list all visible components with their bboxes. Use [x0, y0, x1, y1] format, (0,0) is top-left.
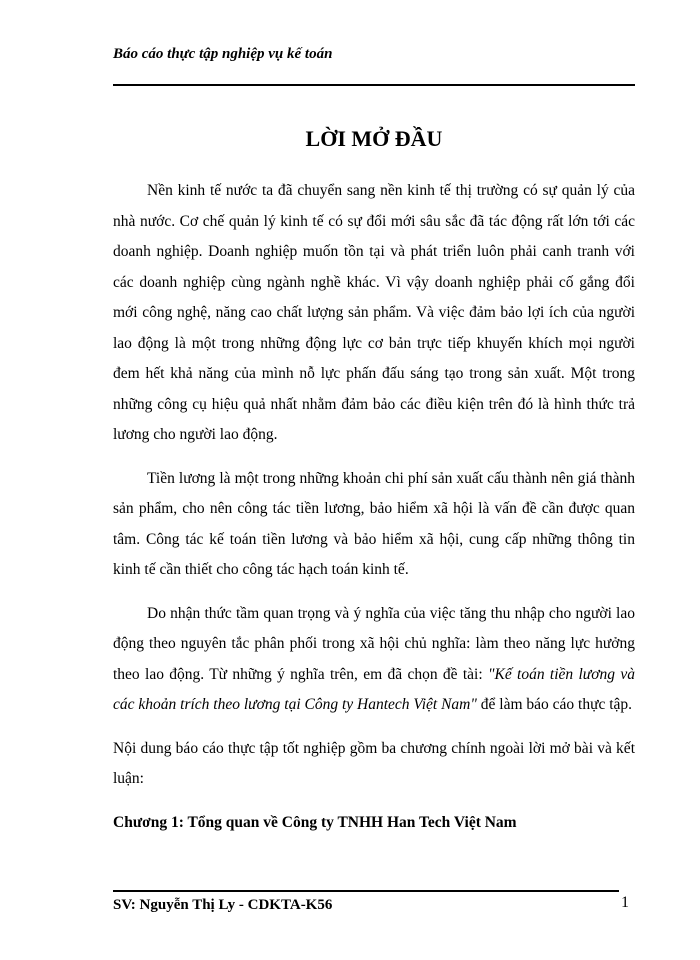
paragraph-3-tail: để làm báo cáo thực tập. [476, 696, 633, 713]
running-header: Báo cáo thực tập nghiệp vụ kế toán [113, 46, 333, 62]
document-body [113, 176, 635, 851]
page-number: 1 [621, 894, 629, 911]
paragraph-1: Nền kinh tế nước ta đã chuyển sang nền kinh tế thị trường có sự quản lý của nhà nước. Cơ chế quản lý kinh tế có sự đổi mới sâu sắc đã tác động rất lớn tới các doanh nghiệp. Doanh nghiệp muốn tồn tại và phát triển luôn phải canh tranh với các doanh nghiệp cùng ngành nghề khác. Vì vậy doanh nghiệp phải cố gắng đổi mới công nghệ, năng cao chất lượng sản phẩm. Và việc đảm bảo lợi ích của người lao động là một trong những động lực cơ bản trực tiếp khuyến khích mọi người đem hết khả năng của mình nỗ lực phấn đấu sáng tạo trong sản xuất. Một trong những công cụ hiệu quả nhất nhằm đảm bảo các điều kiện trên đó là hình thức trả lương cho người lao động. [113, 182, 635, 443]
footer-student: SV: Nguyễn Thị Ly - CDKTA-K56 [113, 897, 333, 913]
footer-rule [113, 890, 619, 892]
header-rule [113, 84, 635, 86]
paragraph-3-text: Do nhận thức tầm quan trọng và ý nghĩa của việc tăng thu nhập cho người lao động theo nguyên tắc phân phối trong xã hội chủ nghĩa: làm theo năng lực hưởng theo lao động. Từ những ý nghĩa trên, em đã chọn đề tài: [113, 604, 635, 683]
paragraph-4: Nội dung báo cáo thực tập tốt nghiệp gồm ba chương chính ngoài lời mở bài và kết luận: [113, 739, 635, 787]
thesis-topic: "Kế toán tiền lương và các khoản trích theo lương tại Công ty Hantech Việt Nam" [113, 665, 635, 713]
paragraph-3 [113, 599, 635, 721]
chapter-1-heading: Chương 1: Tổng quan về Công ty TNHH Han Tech Việt Nam [113, 813, 517, 831]
paragraph-2: Tiền lương là một trong những khoản chi phí sản xuất cấu thành nên giá thành sản phẩm, cho nên công tác tiền lương, bảo hiểm xã hội là vấn đề cần được quan tâm. Công tác kế toán tiền lương và bảo hiểm xã hội, cung cấp những thông tin kinh tế cần thiết cho công tác hạch toán kinh tế. [113, 469, 635, 578]
page-title: LỜI MỞ ĐẦU [305, 126, 443, 151]
